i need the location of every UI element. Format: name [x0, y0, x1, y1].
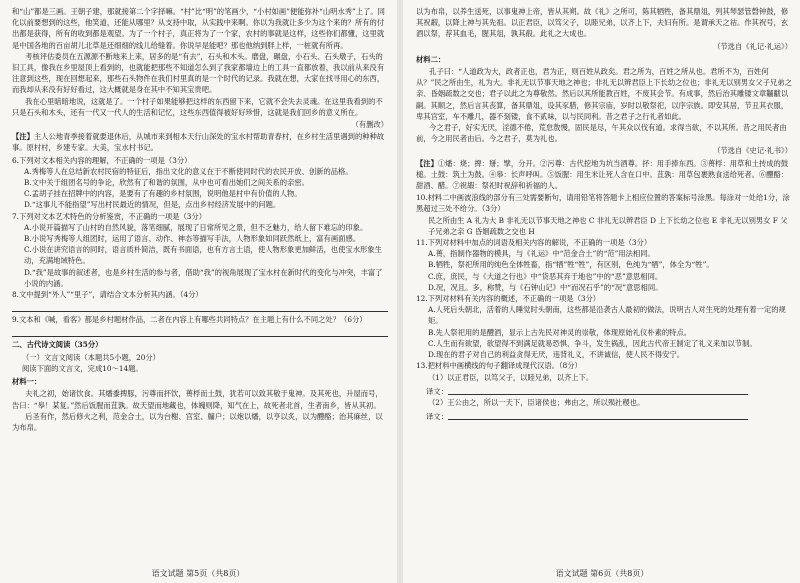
- answer-line[interactable]: [448, 384, 748, 395]
- question-10: 10.材料二中画波浪线的部分有三处需要断句，请用铅笔将答题卡上相应位置的答案标号涂黑。每涂对一处给1分，涂黑超过三处不给分。（3分）: [416, 193, 790, 214]
- sentence-break-text[interactable]: 民之所由生 A 礼为大 B 非礼无以节事天地之神也 C 非礼无以辨君臣 D 上下长幼之位也 E 非礼无以别男女 F 父子兄弟之亲 G 昏姻疏数之交也 H: [428, 215, 788, 236]
- option: D.现在的君子对自己的利益贪得无厌，违背礼义，不讲诚信，使人民不得安宁。: [428, 350, 685, 360]
- question-6: 6.下列对文本相关内容的理解，不正确的一项是（3分）: [12, 155, 192, 165]
- annotation-text: 主人公地青季接着就要退休后，从城市来到相本天行山深处的宝水村帮助青春村，在乡村生活里遇到的种种故事。原村村，乡建专家。大美，宝水村书记。: [12, 132, 385, 153]
- subsection-desc: 阅读下面的文言文，完成10～14题。: [22, 363, 143, 373]
- translation-label: 译文：: [426, 411, 448, 421]
- page-right: [404, 0, 800, 583]
- option: C.孟胡子挂在招牌中的内容，是要有了有趣的乡村氛围，说明他是村中有价值的人物。: [24, 189, 302, 199]
- option: B.先人祭祀用的是醴酒，显示上古先民对神灵的崇敬，体现原始礼仪朴素的特点。: [428, 327, 692, 337]
- annotation: [416, 158, 792, 192]
- page-footer: 语文试题 第5页（共8页）: [151, 569, 245, 578]
- option: C.庶，庶民，与《大道之行也》中“货恶其弃于地也”中的“恶”意思相同。: [428, 271, 663, 281]
- translation-row: [426, 408, 792, 422]
- story-paragraph: 我在心里暗暗地说，这就是了。一个村子如果能够把这样的东西留下来，它就不会失去灵魂。在这里我看到的不只是石头和木头，还有一代又一代人的生活和记忆，这些东西值得被好好珍惜，这就是我们回乡的意义所在。: [12, 96, 383, 117]
- option: A.人死后头朝北，活着的人睡觉时头朝南，这些都是沿袭古人最初的做法，说明古人对生死的处理有着一定的规矩。: [428, 305, 786, 326]
- right-content: [416, 6, 792, 422]
- option: D.“这事儿不能指望”写出村民最近的情况，但是，点出乡村经济发展中的问题。: [24, 200, 281, 210]
- source-note: （节选自《史记·礼书》）: [713, 146, 792, 156]
- question-12: 12.下列对材料有关内容的概述，不正确的一项是（3分）: [416, 294, 601, 304]
- subsection-title: （一）文言文阅读（本题共5小题，20分）: [22, 352, 160, 362]
- annotation-label: 【注】: [12, 132, 34, 142]
- answer-line[interactable]: [448, 409, 748, 420]
- translation-item: （2）王公由之，所以一天下，臣诸侯也；弗由之，所以殒社稷也。: [428, 397, 645, 407]
- classical-text: 以为布帛，以养生送死，以事鬼神上帝，皆从其朔。故《礼》之所可，陈其牺牲，备其鼎俎，列其琴瑟管磬钟鼓，修其祝嘏，以降上神与其先祖。以正君臣，以笃父子，以睦兄弟，以齐上下，夫妇有所。是谓承天之祜。作其祝号，玄酒以祭，荐其血毛，腥其俎，孰其殽。此礼之大成也。: [416, 7, 789, 39]
- material-label: 材料一：: [12, 377, 42, 387]
- annotation-text: ①燔：烧；捭：掰；擘，分开。②污尊：古代挖地为坑当酒尊。抔：用手捧东西。③蒉桴：用草和土抟成的鼓槌。土鼓：筑土为鼓。④皋：长声呼叫。⑤饭腥：用生米让死人含在口中。苴孰：用草包裹熟食送给死者。⑥醴酪：甜酒、醋。⑦祝嘏：祭祀时祝辞和祈福的人。: [416, 158, 789, 191]
- answer-line[interactable]: [12, 301, 388, 312]
- question-7: 7.下列对文本艺术特色的分析鉴赏，不正确的一项是（3分）: [12, 211, 207, 221]
- translation-label: 译文：: [426, 386, 448, 396]
- classical-text: 夫礼之初，始诸饮食。其燔黍捭豚，污尊而抔饮，蒉桴而土鼓，犹若可以致其敬于鬼神。及其死也，升屋而号，告曰：“皋！某复。”然后饭腥而苴孰。故天望而地藏也，体魄则降，知气在上，故死者北首，生者南乡，皆从其初。: [12, 389, 383, 410]
- option: A.秀梅等人在总结新农村民宿的特征后，指出文化的意义在于不断使同时代的农民开放、创新的品格。: [24, 166, 353, 176]
- option: B.文中关于组团名号的争论，欣然有了和谐的氛围，从中也可看出她们之间关系的亲密。: [24, 178, 309, 188]
- option: D.“我”是故事的叙述者，也是乡村生活的参与者，借助“我”的视角展现了宝水村在新时代的变化与冲突，丰富了小说的内涵。: [24, 267, 383, 288]
- translation-item: （1）以正君臣，以笃父子，以睦兄弟，以齐上下。: [428, 372, 594, 382]
- page-left: [0, 0, 396, 583]
- classical-text: 今之君子，好实无厌，淫德不倦，荒怠敖慢，固民是尽，午其众以伐有道。求得当欲，不以其所。昔之用民者由前，今之用民者由后。今之君子，莫为礼也。: [416, 123, 787, 144]
- option: A.小说开篇描写了山村的自然风貌，落笔细腻，展现了日常所见之景，但不乏魅力，给人留下难忘的印象。: [24, 222, 368, 232]
- page-footer: 语文试题 第6页（共8页）: [555, 569, 649, 578]
- left-content: [12, 6, 388, 433]
- material-label: 材料二：: [416, 54, 446, 64]
- annotation-label: 【注】: [416, 158, 438, 168]
- question-9: 9.文本和《喊，看客》都是乡村题材作品，二者在内容上有哪些共同特点？在主题上有什么不同之处？（6分）: [12, 315, 367, 325]
- option: B.牺牲，祭祀所用的纯色全体牲畜，指“牺”牲“牲”，有区别，色纯为“牺”，体全为“牲”。: [428, 260, 714, 270]
- translation-row: [426, 383, 792, 397]
- option: A.蒉，指制作器物的模具，与《礼运》中“范金合土”的“范”用法相同。: [428, 249, 655, 259]
- page-gutter: [397, 0, 403, 583]
- option: C.人生而有欲望，欲望得不到满足就易恐惧、争斗，发生祸乱，因此古代帝王制定了礼义来加以节制。: [428, 338, 757, 348]
- story-paragraph: 和“山”都是三画。王朝子建，那就接第二个字择嘛。“村”比“明”的笔画少，“小村如画”便能弥补“山明水秀”上了。同化以前要想到的这些，他笑道，还能从哪里？从支持中取，从实践中来啊。你以为我就让多少为这个来的？所有的付出都是获得，所有的收到都是观望。为了一个村子，真正将为了一个家，农村的事就是这样，这些你们都懂，这里就是中国各地的百亩胡儿北草是还细细的线儿给缝着。你说早是能吧？那也他纳到胖上样，一桩就有所再。: [12, 7, 385, 50]
- classical-text: 孔子曰：“人道政为大，政者正也，君为正，则百姓从政矣。君之所为，百姓之所从也。君所不为，百姓何从？”民之所由生，礼为大。非礼无以节事天地之神也；非礼无以辨君臣上下长幼之位也；非礼无以别男女父子兄弟之亲、昏姻疏数之交也；君子以此之为尊敬然。然后以其所能教百姓，不废其会节。有成事，然后治其雕镂文章黼黻以嗣。其顺之，然后言其丧算，备其鼎俎，设其豕腊，修其宗庙，岁时以敬祭祀，以序宗族。即安其居，节丑其衣服，卑其宫室，车不雕几，器不刻镂，食不贰味，以与民同利。昔之君子之行礼者如此。: [416, 67, 792, 121]
- source-note: （节选自《礼记·礼运》）: [713, 41, 792, 51]
- question-11: 11.下列对材料中加点的词语及相关内容的解说，不正确的一项是（3分）: [416, 238, 652, 248]
- option: B.小说写秀梅等人组团时，运用了语言、动作、神态等描写手法，人物形象如同跃然纸上，富有画面感。: [24, 234, 361, 244]
- section-title: 二、古代诗文阅读（35分）: [12, 340, 103, 350]
- classical-text: 后圣有作，然后修火之利，范金合土，以为台榭、宫室、牖户；以炮以燔，以亨以炙，以为醴酪；治其麻丝，以为布帛。: [12, 411, 383, 432]
- option: C.小说在讲究语言的同时，语言质朴简洁，既有书面语，也有方言土语，使人物形象更加鲜活，也使宝水形象生动，充满地域特色。: [24, 245, 382, 266]
- question-13: 13.把材料中画横线的句子翻译成现代汉语。（8分）: [416, 361, 582, 371]
- option: D.况，况且。多，称赞，与《石钟山记》中“而况石乎”的“况”意思相同。: [428, 282, 663, 292]
- question-8: 8.文中提到“外人”“里子”，请结合文本分析其内涵。（4分）: [12, 290, 203, 300]
- source-note: （有删改）: [351, 120, 388, 130]
- answer-line[interactable]: [12, 326, 388, 337]
- annotation: [12, 131, 388, 153]
- story-paragraph: 考核评估委员在五源源不断地来上来，居多的是“有去”，石头和木头。磨盘，碾盘，小石头、石头墩子，石头的旧工具，像我在乡里屋顶上看到的，也就能把那些不知道怎么到了我家都墙边上的工具一直都放着，我以前从来没有注意到这些，现在回想起来，那些石头物件在我们村里真的是一个时代的记录。我就在想，大家在找寻用心的东西，而我却从来没有好好看过，这大概就是身在其中不知其宝贵吧。: [12, 51, 385, 95]
